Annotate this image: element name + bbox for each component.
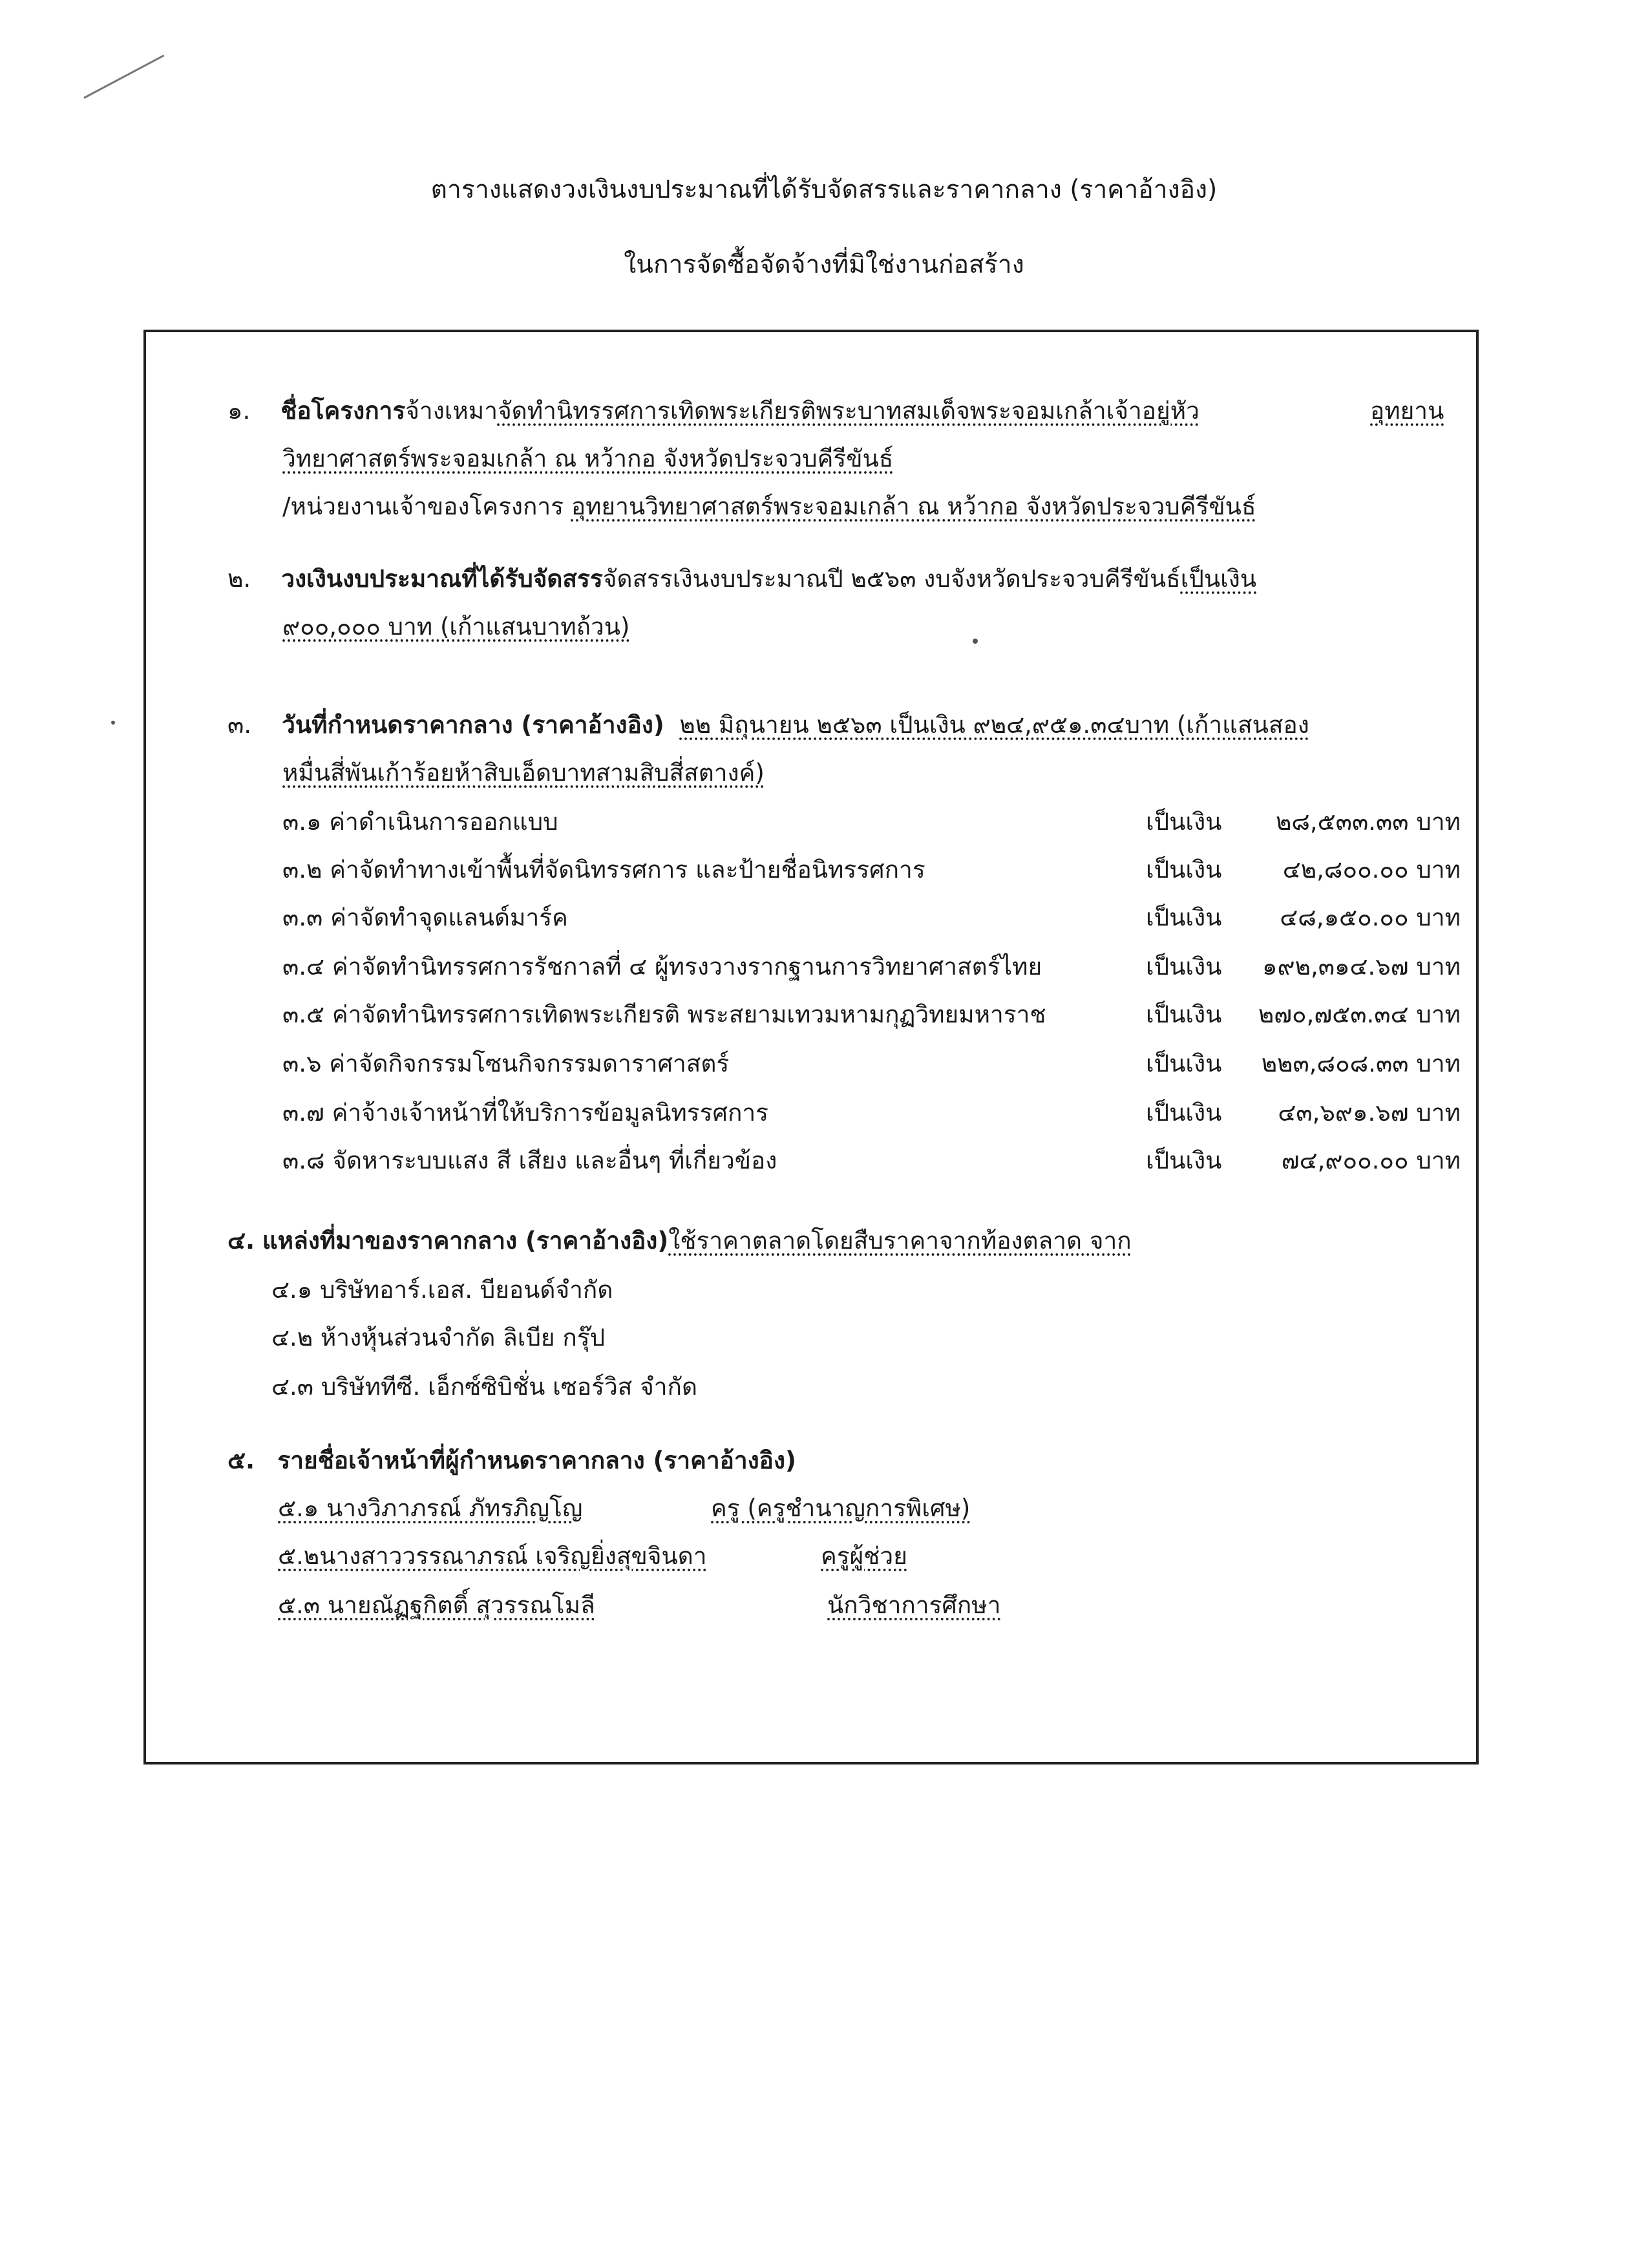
section3-text-a: ๒๒ มิถุนายน ๒๕๖๓ เป็นเงิน ๙๒๔,๙๕๑.๓๔บาท (เก้าแสนสอง (679, 711, 1309, 739)
cost-item-label: ๓.๓ ค่าจัดทำจุดแลนด์มาร์ค (282, 904, 568, 931)
section1-text-a: จ้างเหมา (405, 397, 498, 425)
section1-heading: ชื่อโครงการ (280, 397, 406, 425)
section5-heading: รายชื่อเจ้าหน้าที่ผู้กำหนดราคากลาง (ราคาอ้างอิง) (277, 1447, 796, 1474)
scan-dot (111, 721, 115, 725)
cost-item-amount: ๔๒,๘๐๐.๐๐ บาท (1282, 856, 1461, 884)
section2-text-b: เป็นเงิน (1180, 565, 1257, 593)
cost-item-amount: ๔๘,๑๕๐.๐๐ บาท (1280, 904, 1461, 931)
section5-number: ๕. (227, 1447, 255, 1474)
section2-line1 (227, 564, 1256, 595)
cost-item-prefix: เป็นเงิน (1146, 1050, 1222, 1077)
officer-name: ๕.๓ นายณัฏฐกิตติ์ สุวรรณโมลี (278, 1591, 595, 1619)
cost-item-label: ๓.๔ ค่าจัดทำนิทรรศการรัชกาลที่ ๔ ผู้ทรงวางรากฐานการวิทยาศาสตร์ไทย (282, 953, 1042, 980)
cost-item-amount: ๑๙๒,๓๑๔.๖๗ บาท (1262, 953, 1461, 980)
section3-number: ๓. (227, 711, 252, 739)
section4-number: ๔. (227, 1227, 255, 1255)
section2-line2: ๙๐๐,๐๐๐ บาท (เก้าแสนบาทถ้วน) (282, 613, 630, 641)
source-item: ๔.๒ ห้างหุ้นส่วนจำกัด ลิเบีย กรุ๊ป (271, 1324, 606, 1351)
cost-item-label: ๓.๖ ค่าจัดกิจกรรมโซนกิจกรรมดาราศาสตร์ (282, 1050, 730, 1077)
section3-line2: หมื่นสี่พันเก้าร้อยห้าสิบเอ็ดบาทสามสิบสี่สตางค์) (282, 759, 765, 787)
section1-line3 (282, 491, 1256, 522)
cost-item-label: ๓.๗ ค่าจ้างเจ้าหน้าที่ให้บริการข้อมูลนิทรรศการ (282, 1099, 769, 1127)
section3-line1 (227, 710, 1309, 741)
section1-owner-value: อุทยานวิทยาศาสตร์พระจอมเกล้า ณ หว้ากอ จังหวัดประจวบคีรีขันธ์ (571, 493, 1256, 520)
section2-heading: วงเงินงบประมาณที่ได้รับจัดสรร (281, 565, 603, 593)
doc-title-line1: ตารางแสดงวงเงินงบประมาณที่ได้รับจัดสรรและราคากลาง (ราคาอ้างอิง) (430, 175, 1218, 204)
source-item: ๔.๓ บริษัททีซี. เอ็กซ์ซิบิชั่น เซอร์วิส จำกัด (271, 1373, 697, 1401)
cost-item-amount: ๗๔,๙๐๐.๐๐ บาท (1281, 1147, 1461, 1174)
officer-name: ๕.๑ นางวิภาภรณ์ ภัทรภิญโญ (278, 1494, 583, 1522)
section1-text-c: อุทยาน (1370, 397, 1444, 425)
section1-number: ๑. (227, 397, 251, 425)
scan-pen-mark (83, 54, 164, 98)
cost-item-label: ๓.๘ จัดหาระบบแสง สี เสียง และอื่นๆ ที่เกี่ยวข้อง (282, 1147, 777, 1174)
section1-owner-label: /หน่วยงานเจ้าของโครงการ (282, 493, 564, 520)
section3-heading: วันที่กำหนดราคากลาง (ราคาอ้างอิง) (282, 711, 664, 739)
cost-item-label: ๓.๒ ค่าจัดทำทางเข้าพื้นที่จัดนิทรรศการ และป้ายชื่อนิทรรศการ (282, 856, 925, 884)
officer-position: ครู (ครูชำนาญการพิเศษ) (711, 1494, 971, 1522)
cost-item-prefix: เป็นเงิน (1146, 856, 1222, 884)
cost-item-amount: ๒๒๓,๘๐๘.๓๓ บาท (1261, 1050, 1461, 1077)
cost-item-label: ๓.๕ ค่าจัดทำนิทรรศการเทิดพระเกียรติ พระสยามเทวมหามกุฏวิทยมหาราช (282, 1001, 1046, 1028)
section1-line2: วิทยาศาสตร์พระจอมเกล้า ณ หว้ากอ จังหวัดประจวบคีรีขันธ์ (282, 445, 894, 472)
section1-project-name: จัดทำนิทรรศการเทิดพระเกียรติพระบาทสมเด็จพระจอมเกล้าเจ้าอยู่หัว (497, 397, 1199, 425)
section1-line1 (227, 396, 1199, 427)
section2-text-a: จัดสรรเงินงบประมาณปี ๒๕๖๓ งบจังหวัดประจวบคีรีขันธ์ (602, 565, 1181, 593)
section4-text-a: ใช้ราคาตลาดโดยสืบราคาจากท้องตลาด จาก (668, 1227, 1132, 1255)
officer-position: ครูผู้ช่วย (821, 1542, 907, 1570)
cost-item-amount: ๔๓,๖๙๑.๖๗ บาท (1278, 1099, 1461, 1127)
cost-item-amount: ๒๗๐,๗๕๓.๓๔ บาท (1258, 1001, 1461, 1028)
cost-item-prefix: เป็นเงิน (1146, 904, 1222, 931)
cost-item-prefix: เป็นเงิน (1146, 808, 1222, 836)
doc-title-line2: ในการจัดซื้อจัดจ้างที่มิใช่งานก่อสร้าง (624, 250, 1024, 279)
cost-item-label: ๓.๑ ค่าดำเนินการออกแบบ (282, 808, 558, 836)
section2-number: ๒. (227, 565, 251, 593)
cost-item-prefix: เป็นเงิน (1146, 1147, 1222, 1174)
section5-line1 (227, 1445, 796, 1476)
officer-name: ๕.๒นางสาววรรณาภรณ์ เจริญยิ่งสุขจินดา (278, 1542, 707, 1570)
cost-item-prefix: เป็นเงิน (1146, 1001, 1222, 1028)
section4-heading: แหล่งที่มาของราคากลาง (ราคาอ้างอิง) (262, 1227, 669, 1255)
officer-position: นักวิชาการศึกษา (827, 1591, 1001, 1619)
cost-item-prefix: เป็นเงิน (1146, 1099, 1222, 1127)
cost-item-prefix: เป็นเงิน (1146, 953, 1222, 980)
section4-line1 (227, 1225, 1132, 1256)
cost-item-amount: ๒๘,๕๓๓.๓๓ บาท (1275, 808, 1461, 836)
source-item: ๔.๑ บริษัทอาร์.เอส. บียอนด์จำกัด (271, 1276, 613, 1304)
